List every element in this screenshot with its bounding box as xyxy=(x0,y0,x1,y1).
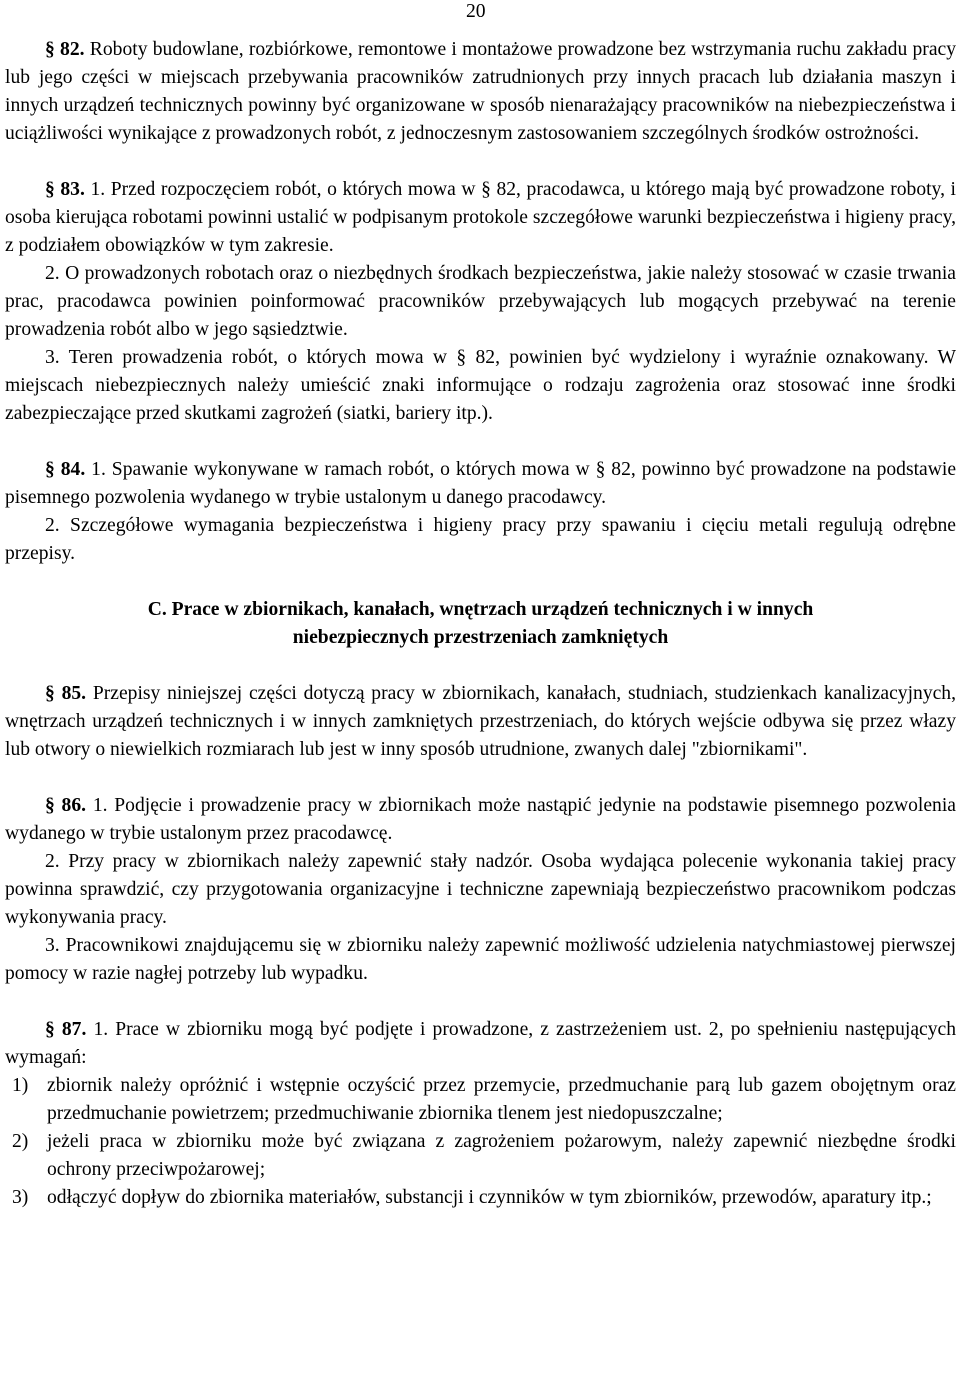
paragraph-84-1 xyxy=(5,456,956,512)
section-number: § 84. xyxy=(45,459,86,480)
paragraph-87-1 xyxy=(5,1016,956,1072)
paragraph-85 xyxy=(5,680,956,764)
list-item xyxy=(5,1128,956,1184)
list-item xyxy=(5,1072,956,1128)
list-item-text: jeżeli praca w zbiorniku może być związana z zagrożeniem pożarowym, należy zapewnić niezbędne środki ochrony przeciwpożarowej; xyxy=(47,1131,956,1180)
list-item-number: 3) xyxy=(12,1187,29,1208)
section-number: § 86. xyxy=(45,795,87,816)
paragraph-84-2: 2. Szczegółowe wymagania bezpieczeństwa i higieny pracy przy spawaniu i cięciu metali regulują odrębne przepisy. xyxy=(5,515,956,564)
paragraph-82 xyxy=(5,36,956,148)
paragraph-text: 1. Spawanie wykonywane w ramach robót, o których mowa w § 82, powinno być prowadzone na podstawie pisemnego pozwolenia wydanego w trybie ustalonym u danego pracodawcy. xyxy=(5,459,957,508)
paragraph-86-1 xyxy=(5,792,956,848)
paragraph-83-1 xyxy=(5,176,956,260)
paragraph-text: 1. Prace w zbiorniku mogą być podjęte i prowadzone, z zastrzeżeniem ust. 2, po spełnieniu następujących wymagań: xyxy=(5,1019,956,1068)
list-item-text: zbiornik należy opróżnić i wstępnie oczyścić przez przemycie, przedmuchanie parą lub gazem obojętnym oraz przedmuchanie powietrzem; przedmuchiwanie zbiornika tlenem jest niedopuszczalne; xyxy=(47,1075,956,1124)
paragraph-text: Przepisy niniejszej części dotyczą pracy w zbiornikach, kanałach, studniach, studzienkach kanalizacyjnych, wnętrzach urządzeń technicznych i w innych zamkniętych przestrzeniach, do których wejście odbywa się przez włazy lub otwory o niewielkich rozmiarach lub jest w inny sposób utrudnione, zwanych dalej "zbiornikami". xyxy=(5,683,957,760)
list-item-number: 2) xyxy=(12,1131,29,1152)
chapter-heading-line-1: C. Prace w zbiornikach, kanałach, wnętrzach urządzeń technicznych i w innych xyxy=(147,599,814,620)
paragraph-86-2: 2. Przy pracy w zbiornikach należy zapewnić stały nadzór. Osoba wydająca polecenie wykonania takiej pracy powinna sprawdzić, czy przygotowania organizacyjne i techniczne zapewniają bezpieczeństwo pracownikom podczas wykonywania pracy. xyxy=(5,851,956,928)
paragraph-86-3: 3. Pracownikowi znajdującemu się w zbiorniku należy zapewnić możliwość udzielenia natychmiastowej pierwszej pomocy w razie nagłej potrzeby lub wypadku. xyxy=(5,935,956,984)
document-body xyxy=(5,36,956,1212)
section-number: § 82. xyxy=(45,39,85,60)
chapter-heading-line-2: niebezpiecznych przestrzeniach zamkniętych xyxy=(292,627,669,648)
paragraph-83-2: 2. O prowadzonych robotach oraz o niezbędnych środkach bezpieczeństwa, jakie należy stosować w czasie trwania prac, pracodawca powinien poinformować pracowników przebywających lub mogących przebywać na terenie prowadzenia robót albo w jego sąsiedztwie. xyxy=(5,263,956,340)
section-number: § 87. xyxy=(45,1019,87,1040)
list-item-text: odłączyć dopływ do zbiornika materiałów, substancji i czynników w tym zbiorników, przewodów, aparatury itp.; xyxy=(47,1187,932,1208)
list-item-number: 1) xyxy=(12,1075,29,1096)
paragraph-text: 1. Podjęcie i prowadzenie pracy w zbiornikach może nastąpić jedynie na podstawie pisemnego pozwolenia wydanego w trybie ustalonym przez pracodawcę. xyxy=(5,795,956,844)
section-number: § 85. xyxy=(45,683,87,704)
paragraph-text: Roboty budowlane, rozbiórkowe, remontowe i montażowe prowadzone bez wstrzymania ruchu zakładu pracy lub jego części w miejscach przebywania pracowników zatrudnionych przy innych pracach lub działania maszyn i innych urządzeń technicznych powinny być organizowane w sposób nienarażający pracowników na niebezpieczeństwa i uciążliwości wynikające z prowadzonych robót, z jednoczesnym zastosowaniem szczególnych środków ostrożności. xyxy=(5,39,957,144)
list-item xyxy=(5,1184,956,1212)
requirements-list xyxy=(5,1072,956,1212)
section-number: § 83. xyxy=(45,179,85,200)
paragraph-text: 1. Przed rozpoczęciem robót, o których mowa w § 82, pracodawca, u którego mają być prowadzone roboty, i osoba kierująca robotami powinni ustalić w podpisanym protokole szczegółowe warunki bezpieczeństwa i higieny pracy, z podziałem obowiązków w tym zakresie. xyxy=(5,179,957,256)
paragraph-83-3: 3. Teren prowadzenia robót, o których mowa w § 82, powinien być wydzielony i wyraźnie oznakowany. W miejscach niebezpiecznych należy umieścić znaki informujące o rodzaju zagrożenia oraz stosować inne środki zabezpieczające przed skutkami zagrożeń (siatki, bariery itp.). xyxy=(5,347,956,424)
page-number: 20 xyxy=(466,1,486,22)
